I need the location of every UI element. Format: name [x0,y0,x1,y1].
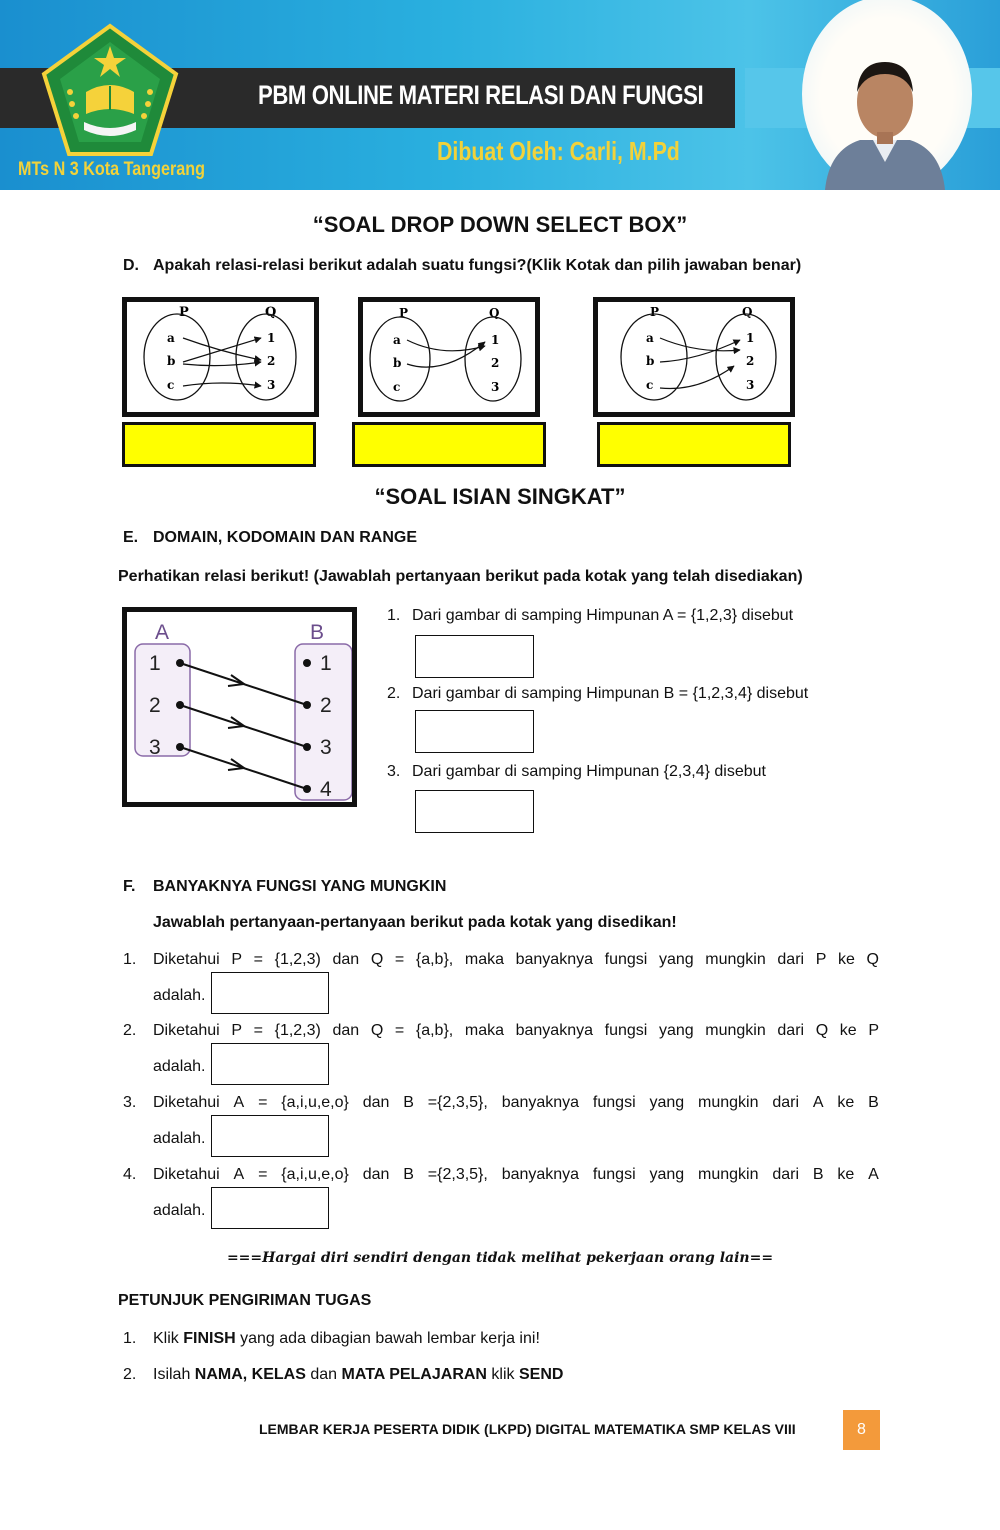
f-item-word: Diketahui [153,951,220,968]
f-item-word: dan [332,951,360,968]
f-item-4-tail: adalah. [153,1202,206,1219]
f-item-word: mungkin [705,951,766,968]
f-item-word: Q [370,951,384,968]
dropdown-heading: “SOAL DROP DOWN SELECT BOX” [312,212,688,237]
relation-diagram-2 [358,297,540,417]
b-item-4: 4 [320,778,332,801]
f-item-word: mungkin [698,1166,759,1183]
step2-send: SEND [518,1366,564,1383]
cod-1: 1 [267,331,276,345]
e-q1-answer-box[interactable] [415,635,534,678]
page-number: 8 [843,1410,880,1450]
dropdown-answer-1[interactable] [122,422,316,467]
header-author: Dibuat Oleh: Carli, M.Pd [437,136,680,166]
f-item-word: A [233,1094,245,1111]
f-item-1-tail: adalah. [153,987,206,1004]
f-item-word: {1,2,3) [274,1022,321,1039]
step1-text-c: yang ada dibagian bawah lembar kerja ini! [235,1330,540,1347]
f-item-word: = [258,1094,268,1111]
f-item-word: yang [658,1022,694,1039]
f-item-word: ke [837,1094,855,1111]
dom-a: a [167,331,175,345]
set-a-label: A [155,621,170,644]
f-item-word: banyaknya [501,1166,580,1183]
a-item-3: 3 [149,736,161,759]
step2-mapel: MATA PELAJARAN [341,1366,487,1383]
f-item-1-num: 1. [123,951,137,968]
cod-1: 1 [746,331,755,345]
f-item-word: = [394,951,405,968]
f-item-2-tail: adalah. [153,1058,206,1075]
question-d-text: Apakah relasi-relasi berikut adalah suatu fungsi?(Klik Kotak dan pilih jawaban benar) [153,257,802,274]
f-item-word: = [258,1166,268,1183]
e-q1-num: 1. [387,607,401,624]
school-logo [40,22,180,162]
f-item-2-text [153,1022,879,1040]
f-item-word: dari [772,1094,800,1111]
section-e-letter: E. [123,529,139,546]
step1-finish: FINISH [183,1330,236,1347]
relation-diagram-3 [593,297,795,417]
label-q: Q [489,306,500,320]
f-item-word: mungkin [705,1022,766,1039]
f-item-word: ke [837,1166,855,1183]
section-e-instruction: Perhatikan relasi berikut! (Jawablah pertanyaan berikut pada kotak yang telah disediakan) [118,568,803,585]
isian-heading: “SOAL ISIAN SINGKAT” [374,484,626,509]
a-item-1: 1 [149,652,161,675]
dom-b: b [167,354,176,368]
step2-nama-kelas: NAMA, KELAS [194,1366,306,1383]
f-item-word: dari [777,1022,805,1039]
petunjuk-step2 [153,1366,563,1384]
dom-b: b [393,356,402,370]
dom-a: a [646,331,654,345]
label-q: Q [742,305,753,319]
f-item-word: banyaknya [515,951,593,968]
f-item-word: dari [777,951,805,968]
f-item-4-answer-box[interactable] [211,1187,329,1229]
step2-text-e: klik [486,1366,519,1383]
dropdown-answer-2[interactable] [352,422,546,467]
f-item-word: fungsi [604,951,648,968]
f-item-word: A [812,1094,824,1111]
f-item-word: dan [362,1094,390,1111]
cod-3: 3 [267,378,276,392]
f-item-word: B [812,1166,824,1183]
section-f-title: BANYAKNYA FUNGSI YANG MUNGKIN [153,878,447,895]
f-item-3-tail: adalah. [153,1130,206,1147]
header-school: MTs N 3 Kota Tangerang [18,159,205,180]
f-item-word: Q [866,951,879,968]
e-q3-answer-box[interactable] [415,790,534,833]
dom-a: a [393,333,401,347]
label-q: Q [265,305,277,320]
footer-text: LEMBAR KERJA PESERTA DIDIK (LKPD) DIGITAL MATEMATIKA SMP KELAS VIII [259,1421,796,1437]
petunjuk-step2-num: 2. [123,1366,137,1383]
f-item-word: maka [464,1022,504,1039]
b-item-1: 1 [320,652,332,675]
dropdown-answer-3[interactable] [597,422,791,467]
f-item-3-text [153,1094,879,1112]
f-item-word: = [253,951,263,968]
dom-c: c [167,378,175,392]
e-q3-num: 3. [387,763,401,780]
step2-text-a: Isilah [153,1366,195,1383]
f-item-word: A [868,1166,879,1183]
step1-text-a: Klik [153,1330,184,1347]
e-q2-num: 2. [387,685,401,702]
cod-2: 2 [267,354,276,368]
dom-c: c [393,380,401,394]
label-p: P [650,305,660,319]
f-item-word: fungsi [604,1022,648,1039]
f-item-3-answer-box[interactable] [211,1115,329,1157]
f-item-word: dan [332,1022,360,1039]
f-item-word: fungsi [592,1166,636,1183]
f-item-1-text [153,951,879,969]
b-item-2: 2 [320,694,332,717]
step2-text-c: dan [305,1366,342,1383]
label-p: P [179,305,189,320]
e-q1-text: Dari gambar di samping Himpunan A = {1,2,3} disebut [412,607,794,624]
f-item-word: ke [838,951,855,968]
f-item-word: {a,i,u,e,o} [281,1166,349,1183]
f-item-word: Diketahui [153,1094,220,1111]
f-item-word: Diketahui [153,1022,220,1039]
petunjuk-step1 [153,1330,540,1348]
domain-codomain-diagram [122,607,357,807]
f-item-word: = [253,1022,263,1039]
a-item-2: 2 [149,694,161,717]
f-item-word: banyaknya [515,1022,593,1039]
section-f-instruction: Jawablah pertanyaan-pertanyaan berikut pada kotak yang disedikan! [153,914,677,931]
cod-3: 3 [746,378,755,392]
f-item-word: dan [362,1166,390,1183]
f-item-word: yang [649,1094,685,1111]
f-item-word: ke [839,1022,857,1039]
f-item-word: fungsi [592,1094,636,1111]
f-item-word: B [403,1094,414,1111]
dom-b: b [646,354,655,368]
header-title: PBM ONLINE MATERI RELASI DAN FUNGSI [258,80,704,110]
f-item-word: yang [658,951,694,968]
f-item-word: banyaknya [501,1094,580,1111]
section-f-letter: F. [123,878,136,895]
cod-2: 2 [491,356,500,370]
dom-c: c [646,378,654,392]
f-item-word: B [868,1094,879,1111]
f-item-word: maka [464,951,504,968]
f-item-word: B [403,1166,414,1183]
e-q2-answer-box[interactable] [415,710,534,753]
f-item-word: ={2,3,5}, [427,1166,488,1183]
f-item-word: {a,b}, [415,951,454,968]
f-item-word: A [233,1166,245,1183]
f-item-3-num: 3. [123,1094,137,1111]
petunjuk-step1-num: 1. [123,1330,137,1347]
f-item-word: = [394,1022,405,1039]
set-b-label: B [310,621,325,644]
f-item-word: ={2,3,5}, [427,1094,488,1111]
motto: ===Hargai diri sendiri dengan tidak melihat pekerjaan orang lain== [226,1250,774,1266]
f-item-word: P [231,1022,242,1039]
f-item-word: {a,b}, [415,1022,454,1039]
header-banner [0,0,1000,190]
f-item-2-num: 2. [123,1022,137,1039]
cod-2: 2 [746,354,755,368]
f-item-word: P [815,951,827,968]
f-item-word: {1,2,3) [274,951,321,968]
petunjuk-title: PETUNJUK PENGIRIMAN TUGAS [118,1292,372,1309]
f-item-1-answer-box[interactable] [211,972,329,1014]
f-item-4-num: 4. [123,1166,137,1183]
f-item-word: P [868,1022,879,1039]
f-item-word: mungkin [698,1094,759,1111]
f-item-word: {a,i,u,e,o} [281,1094,349,1111]
f-item-word: Q [815,1022,829,1039]
cod-1: 1 [491,333,500,347]
question-d-letter: D. [123,257,139,274]
b-item-3: 3 [320,736,332,759]
author-photo [815,40,955,190]
f-item-word: dari [772,1166,800,1183]
f-item-word: Diketahui [153,1166,220,1183]
section-e-title: DOMAIN, KODOMAIN DAN RANGE [153,529,417,546]
e-q2-text: Dari gambar di samping Himpunan B = {1,2,3,4} disebut [412,685,809,702]
f-item-word: P [231,951,242,968]
e-q3-text: Dari gambar di samping Himpunan {2,3,4} disebut [412,763,766,780]
f-item-2-answer-box[interactable] [211,1043,329,1085]
f-item-word: Q [370,1022,384,1039]
f-item-word: yang [649,1166,685,1183]
f-item-4-text [153,1166,879,1184]
relation-diagram-1 [122,297,319,417]
label-p: P [399,306,409,320]
cod-3: 3 [491,380,500,394]
